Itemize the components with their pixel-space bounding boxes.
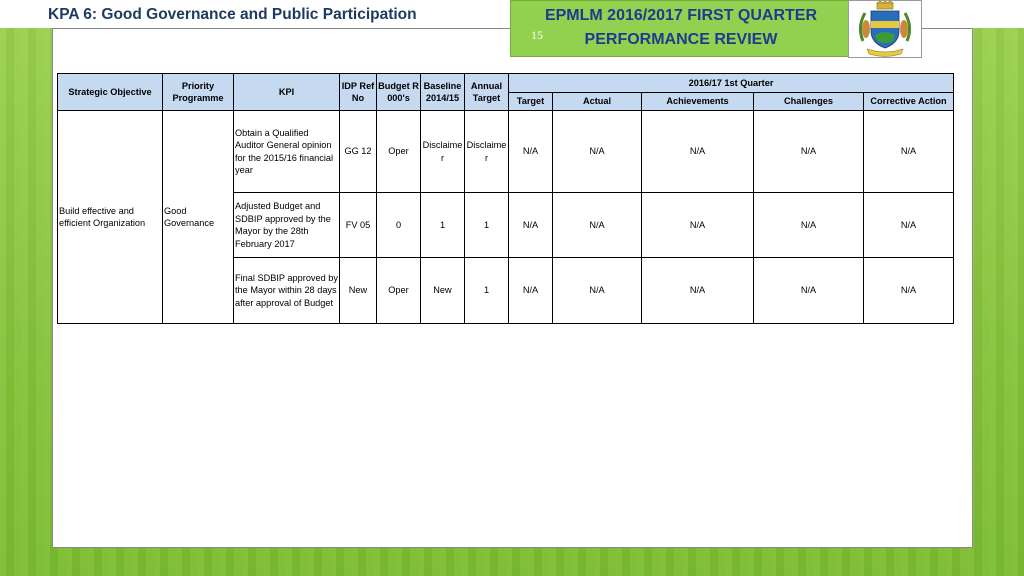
cell-corrective-action: N/A [864,111,954,193]
header-quarter: 2016/17 1st Quarter [509,74,954,93]
cell-corrective-action: N/A [864,193,954,258]
logo-frame [848,0,922,58]
header-achievements: Achievements [642,93,754,111]
header-corrective-action: Corrective Action [864,93,954,111]
cell-kpi: Final SDBIP approved by the Mayor within 28 days after approval of Budget [234,258,340,324]
cell-challenges: N/A [754,193,864,258]
kpa-title: KPA 6: Good Governance and Public Participation [48,6,417,23]
cell-kpi: Adjusted Budget and SDBIP approved by the Mayor by the 28th February 2017 [234,193,340,258]
cell-challenges: N/A [754,111,864,193]
cell-budget: Oper [377,111,421,193]
cell-actual: N/A [553,111,642,193]
cell-achievements: N/A [642,258,754,324]
header-actual: Actual [553,93,642,111]
header-strategic-objective: Strategic Objective [58,74,163,111]
header-challenges: Challenges [754,93,864,111]
cell-achievements: N/A [642,111,754,193]
header-baseline: Baseline 2014/15 [421,74,465,111]
header-idp-ref: IDP Ref No [340,74,377,111]
slide-title-box [510,0,850,57]
municipal-coat-of-arms-icon [849,1,921,57]
cell-actual: N/A [553,258,642,324]
cell-priority-programme: Good Governance [163,111,234,324]
slide-title-line-1: EPMLM 2016/2017 FIRST QUARTER [544,7,818,24]
kpi-performance-table [57,73,954,324]
cell-annual-target: 1 [465,193,509,258]
cell-idp-ref: GG 12 [340,111,377,193]
cell-idp-ref: FV 05 [340,193,377,258]
header-budget: Budget R 000's [377,74,421,111]
cell-annual-target: Disclaimer [465,111,509,193]
cell-budget: 0 [377,193,421,258]
cell-actual: N/A [553,193,642,258]
cell-target: N/A [509,258,553,324]
header-priority-programme: Priority Programme [163,74,234,111]
cell-corrective-action: N/A [864,258,954,324]
cell-baseline: New [421,258,465,324]
cell-baseline: 1 [421,193,465,258]
cell-annual-target: 1 [465,258,509,324]
slide-title-line-2: PERFORMANCE REVIEW [584,31,778,48]
cell-achievements: N/A [642,193,754,258]
page-number: 15 [531,28,543,42]
cell-kpi: Obtain a Qualified Auditor General opinion for the 2015/16 financial year [234,111,340,193]
header-annual-target: Annual Target [465,74,509,111]
cell-budget: Oper [377,258,421,324]
cell-baseline: Disclaimer [421,111,465,193]
table-row [58,111,954,193]
header-target: Target [509,93,553,111]
cell-target: N/A [509,111,553,193]
cell-challenges: N/A [754,258,864,324]
cell-idp-ref: New [340,258,377,324]
header-kpi: KPI [234,74,340,111]
cell-target: N/A [509,193,553,258]
cell-strategic-objective: Build effective and efficient Organization [58,111,163,324]
